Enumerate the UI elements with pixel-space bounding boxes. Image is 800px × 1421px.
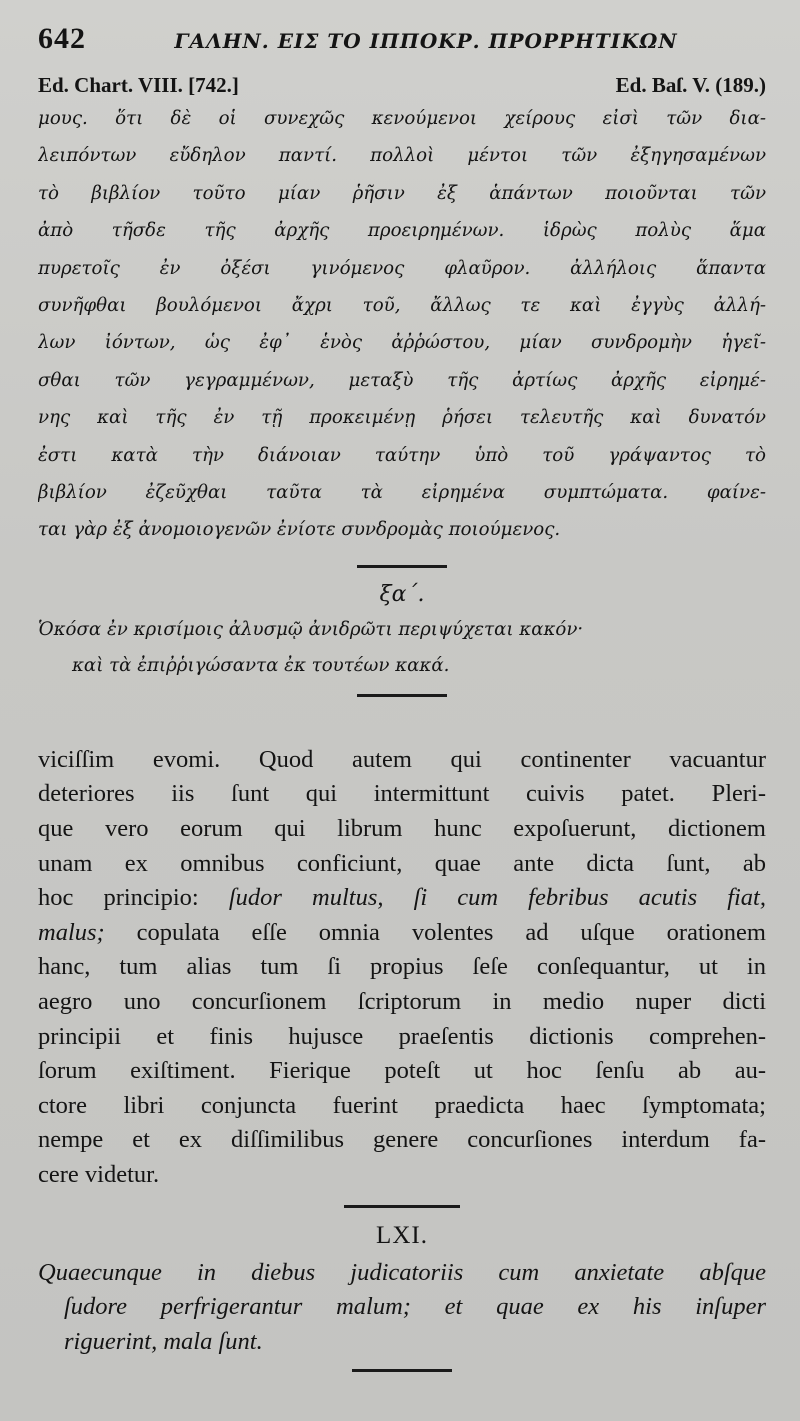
latin-text-line bbox=[38, 881, 766, 916]
edition-right: Ed. Baſ. V. (189.) bbox=[615, 73, 766, 97]
section-divider bbox=[352, 1369, 452, 1372]
greek-section-number: ξα΄. bbox=[379, 581, 425, 607]
latin-text-line bbox=[38, 916, 766, 951]
greek-text-line: συνῆφθαι βουλόμενοι ἄχρι τοῦ, ἄλλως τε καὶ ἐγγὺς ἀλλή- bbox=[38, 295, 766, 317]
latin-text-line: cere videtur. bbox=[38, 1161, 160, 1188]
latin-quoted-aphorism: ſudor multus, ſi cum febribus acutis fiat, bbox=[228, 884, 766, 912]
latin-text-line: ſorum exiſtiment. Fierique poteſt ut hoc ſenſu ab au- bbox=[38, 1057, 766, 1085]
latin-text-segment: copulata eſſe omnia volentes ad uſque orationem bbox=[104, 918, 766, 946]
latin-commentary bbox=[38, 743, 766, 1193]
section-divider bbox=[344, 1205, 460, 1208]
latin-text-line: nempe et ex diſſimilibus genere concurſiones interdum fa- bbox=[38, 1126, 766, 1154]
latin-text-line: principii et finis hujusce praeſentis dictionis comprehen- bbox=[38, 1022, 766, 1050]
page-number: 642 bbox=[38, 22, 86, 55]
greek-text-line: ται γὰρ ἐξ ἀνομοιογενῶν ἐνίοτε συνδρομὰς ποιούμενος. bbox=[38, 519, 561, 541]
latin-text-line: hanc, tum alias tum ſi propius ſeſe conſequantur, ut in bbox=[38, 953, 766, 981]
section-divider bbox=[357, 565, 447, 568]
section-divider bbox=[357, 694, 447, 697]
greek-text-line: ἀπὸ τῆσδε τῆς ἀρχῆς προειρημένων. ἱδρὼς πολὺς ἅμα bbox=[38, 220, 766, 242]
latin-text-line: unam ex omnibus conficiunt, quae ante dicta ſunt, ab bbox=[38, 849, 766, 877]
running-title: ΓΑΛΗΝ. ΕΙΣ ΤΟ ΙΠΠΟΚΡ. ΠΡΟΡΡΗΤΙΚΩΝ bbox=[174, 29, 678, 53]
greek-text-line: ἐστι κατὰ τὴν διάνοιαν ταύτην ὑπὸ τοῦ γράψαντος τὸ bbox=[38, 444, 766, 466]
greek-text-line: νης καὶ τῆς ἐν τῇ προκειμένῃ ῥήσει τελευτῆς καὶ δυνατόν bbox=[38, 407, 766, 429]
greek-commentary bbox=[38, 100, 766, 549]
latin-text-line: ctore libri conjuncta fuerint praedicta haec ſymptomata; bbox=[38, 1091, 766, 1119]
greek-aphorism bbox=[38, 612, 766, 684]
greek-text-line: βιβλίον ἐζεῦχθαι ταῦτα τὰ εἰρημένα συμπτώματα. φαίνε- bbox=[38, 482, 766, 504]
greek-text-line: λειπόντων εὔδηλον παντί. πολλοὶ μέντοι τῶν ἐξηγησαμένων bbox=[38, 145, 766, 167]
greek-aphorism-line: Ὁκόσα ἐν κρισίμοις ἀλυσμῷ ἀνιδρῶτι περιψύχεται κακόν· bbox=[38, 618, 584, 640]
latin-text-line: deteriores iis ſunt qui intermittunt cuivis patet. Pleri- bbox=[38, 780, 766, 808]
greek-text-line: τὸ βιβλίον τοῦτο μίαν ῥῆσιν ἐξ ἁπάντων ποιοῦνται τῶν bbox=[38, 182, 766, 204]
latin-aphorism-line: riguerint, mala ſunt. bbox=[64, 1327, 263, 1355]
page-header bbox=[38, 22, 766, 68]
latin-quoted-aphorism: malus; bbox=[38, 918, 105, 946]
latin-text-line: viciſſim evomi. Quod autem qui continenter vacuantur bbox=[38, 745, 766, 773]
latin-text-line: que vero eorum qui librum hunc expoſuerunt, dictionem bbox=[38, 815, 766, 843]
greek-aphorism-line: καὶ τὰ ἐπιῤῥιγώσαντα ἐκ τουτέων κακά. bbox=[72, 654, 450, 676]
greek-text-line: σθαι τῶν γεγραμμένων, μεταξὺ τῆς ἀρτίως ἀρχῆς εἰρημέ- bbox=[38, 369, 766, 391]
greek-text-line: μους. ὅτι δὲ οἱ συνεχῶς κενούμενοι χείρους εἰσὶ τῶν δια- bbox=[38, 108, 766, 129]
greek-text-line: λων ἰόντων, ὡς ἐφ᾽ ἑνὸς ἀῤῥώστου, μίαν συνδρομὴν ἡγεῖ- bbox=[38, 332, 766, 354]
edition-left: Ed. Chart. VIII. [742.] bbox=[38, 73, 239, 97]
edition-references bbox=[38, 68, 766, 98]
latin-aphorism-line: Quaecunque in diebus judicatoriis cum anxietate abſque bbox=[38, 1258, 766, 1286]
latin-text-line: aegro uno concurſionem ſcriptorum in medio nuper dicti bbox=[38, 988, 766, 1016]
latin-text-segment: hoc principio: bbox=[38, 884, 229, 912]
latin-aphorism bbox=[38, 1256, 766, 1360]
latin-section-number: LXI. bbox=[376, 1221, 428, 1249]
greek-text-line: πυρετοῖς ἐν ὀξέσι γινόμενος φλαῦρον. ἀλλήλοις ἅπαντα bbox=[38, 257, 766, 279]
latin-aphorism-line: ſudore perfrigerantur malum; et quae ex his inſuper bbox=[64, 1293, 766, 1321]
